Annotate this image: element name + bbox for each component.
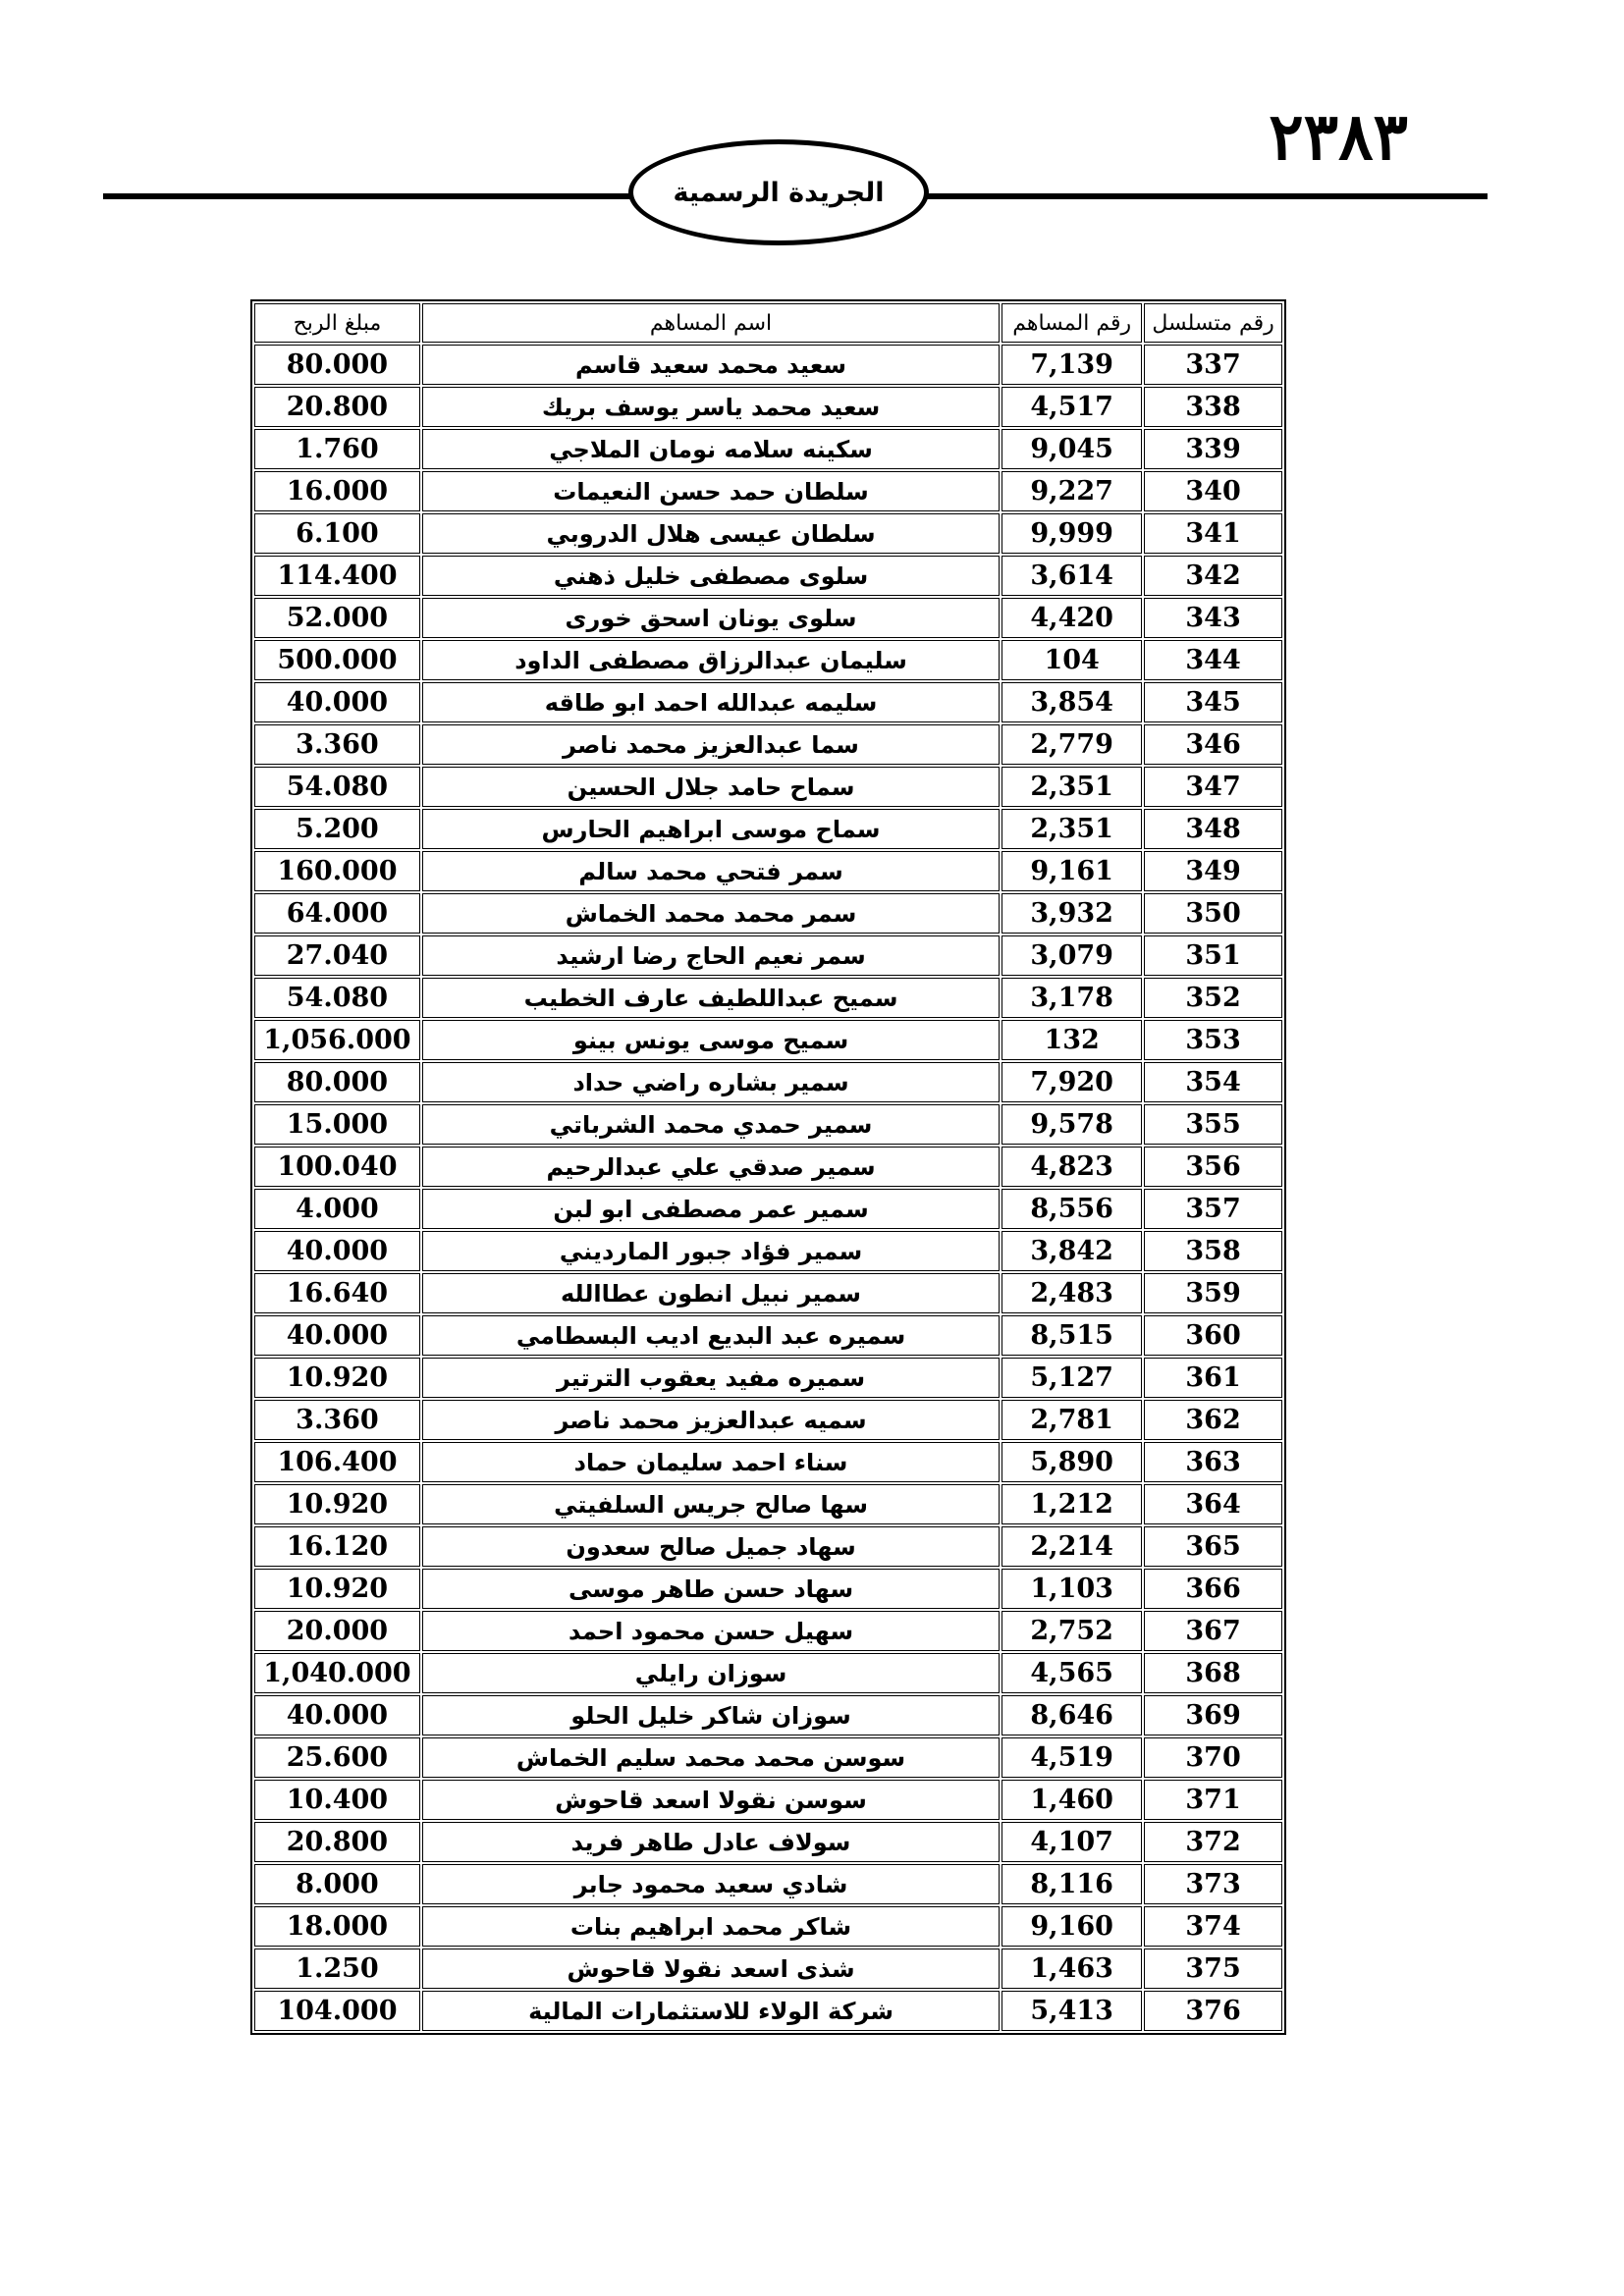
header-serial: رقم متسلسل: [1144, 303, 1282, 343]
cell-amount: 80.000: [254, 1062, 420, 1102]
cell-name: سمير حمدي محمد الشرباتي: [422, 1104, 1000, 1145]
cell-shareholder-no: 9,227: [1001, 471, 1142, 511]
cell-name: سماح موسى ابراهيم الحارس: [422, 809, 1000, 849]
cell-serial: 376: [1144, 1991, 1282, 2031]
table-row: [254, 1822, 1282, 1862]
cell-shareholder-no: 2,779: [1001, 724, 1142, 765]
cell-name: سهاد جميل صالح سعدون: [422, 1526, 1000, 1567]
table-row: [254, 1273, 1282, 1313]
cell-name: سلوى يونان اسحق خورى: [422, 598, 1000, 638]
cell-shareholder-no: 7,139: [1001, 345, 1142, 385]
dividends-table-container: [250, 299, 1286, 2035]
cell-amount: 6.100: [254, 513, 420, 554]
cell-serial: 358: [1144, 1231, 1282, 1271]
cell-name: سها صالح جريس السلفيتي: [422, 1484, 1000, 1524]
gazette-title: الجريدة الرسمية: [673, 177, 885, 208]
cell-name: سميح عبداللطيف عارف الخطيب: [422, 978, 1000, 1018]
cell-serial: 338: [1144, 387, 1282, 427]
cell-shareholder-no: 4,519: [1001, 1737, 1142, 1778]
cell-name: سهاد حسن طاهر موسى: [422, 1569, 1000, 1609]
cell-name: سميح موسى يونس بينو: [422, 1020, 1000, 1060]
cell-name: سليمان عبدالرزاق مصطفى الداود: [422, 640, 1000, 680]
cell-serial: 342: [1144, 556, 1282, 596]
table-row: [254, 935, 1282, 976]
cell-serial: 375: [1144, 1949, 1282, 1989]
cell-name: شذى اسعد نقولا قاحوش: [422, 1949, 1000, 1989]
cell-shareholder-no: 2,752: [1001, 1611, 1142, 1651]
table-row: [254, 1906, 1282, 1947]
cell-shareholder-no: 3,842: [1001, 1231, 1142, 1271]
cell-amount: 500.000: [254, 640, 420, 680]
table-row: [254, 1104, 1282, 1145]
table-row: [254, 1569, 1282, 1609]
cell-amount: 114.400: [254, 556, 420, 596]
gazette-title-oval: [628, 139, 929, 245]
cell-name: شركة الولاء للاستثمارات المالية: [422, 1991, 1000, 2031]
cell-amount: 1,056.000: [254, 1020, 420, 1060]
cell-amount: 100.040: [254, 1147, 420, 1187]
cell-serial: 339: [1144, 429, 1282, 469]
cell-serial: 373: [1144, 1864, 1282, 1904]
cell-amount: 64.000: [254, 893, 420, 934]
cell-shareholder-no: 1,103: [1001, 1569, 1142, 1609]
cell-amount: 15.000: [254, 1104, 420, 1145]
cell-shareholder-no: 104: [1001, 640, 1142, 680]
cell-amount: 3.360: [254, 724, 420, 765]
header-name: اسم المساهم: [422, 303, 1000, 343]
table-row: [254, 1611, 1282, 1651]
cell-amount: 1,040.000: [254, 1653, 420, 1693]
cell-amount: 3.360: [254, 1400, 420, 1440]
cell-serial: 341: [1144, 513, 1282, 554]
cell-serial: 353: [1144, 1020, 1282, 1060]
cell-serial: 343: [1144, 598, 1282, 638]
cell-name: شادي سعيد محمود جابر: [422, 1864, 1000, 1904]
cell-amount: 106.400: [254, 1442, 420, 1482]
table-row: [254, 1949, 1282, 1989]
table-row: [254, 429, 1282, 469]
cell-shareholder-no: 5,413: [1001, 1991, 1142, 2031]
cell-shareholder-no: 2,781: [1001, 1400, 1142, 1440]
cell-shareholder-no: 4,565: [1001, 1653, 1142, 1693]
cell-shareholder-no: 3,932: [1001, 893, 1142, 934]
cell-shareholder-no: 9,045: [1001, 429, 1142, 469]
cell-name: سماح حامد جلال الحسين: [422, 767, 1000, 807]
cell-amount: 10.920: [254, 1358, 420, 1398]
cell-name: سمير فؤاد جبور المارديني: [422, 1231, 1000, 1271]
table-row: [254, 1864, 1282, 1904]
cell-serial: 369: [1144, 1695, 1282, 1735]
header-amount: مبلغ الربح: [254, 303, 420, 343]
cell-amount: 160.000: [254, 851, 420, 891]
cell-shareholder-no: 2,351: [1001, 767, 1142, 807]
cell-amount: 54.080: [254, 978, 420, 1018]
table-row: [254, 640, 1282, 680]
table-body: [254, 345, 1282, 2031]
table-row: [254, 1695, 1282, 1735]
cell-serial: 348: [1144, 809, 1282, 849]
cell-name: سلطان عيسى هلال الدروبي: [422, 513, 1000, 554]
cell-shareholder-no: 9,161: [1001, 851, 1142, 891]
table-row: [254, 1020, 1282, 1060]
cell-name: سمير صدقي علي عبدالرحيم: [422, 1147, 1000, 1187]
table-row: [254, 1189, 1282, 1229]
cell-serial: 350: [1144, 893, 1282, 934]
table-row: [254, 978, 1282, 1018]
cell-shareholder-no: 9,578: [1001, 1104, 1142, 1145]
dividends-table: [250, 299, 1286, 2035]
table-row: [254, 1442, 1282, 1482]
cell-amount: 40.000: [254, 1231, 420, 1271]
cell-serial: 340: [1144, 471, 1282, 511]
cell-shareholder-no: 4,107: [1001, 1822, 1142, 1862]
cell-amount: 10.400: [254, 1780, 420, 1820]
cell-name: سمير بشاره راضي حداد: [422, 1062, 1000, 1102]
cell-amount: 8.000: [254, 1864, 420, 1904]
cell-amount: 20.800: [254, 1822, 420, 1862]
cell-serial: 355: [1144, 1104, 1282, 1145]
table-row: [254, 513, 1282, 554]
table-row: [254, 1526, 1282, 1567]
cell-name: سعيد محمد ياسر يوسف بريك: [422, 387, 1000, 427]
table-row: [254, 1737, 1282, 1778]
cell-shareholder-no: 2,214: [1001, 1526, 1142, 1567]
cell-serial: 374: [1144, 1906, 1282, 1947]
cell-amount: 10.920: [254, 1569, 420, 1609]
cell-amount: 52.000: [254, 598, 420, 638]
cell-name: سهيل حسن محمود احمد: [422, 1611, 1000, 1651]
table-row: [254, 1780, 1282, 1820]
table-row: [254, 1062, 1282, 1102]
cell-shareholder-no: 5,890: [1001, 1442, 1142, 1482]
cell-shareholder-no: 8,515: [1001, 1315, 1142, 1356]
table-row: [254, 598, 1282, 638]
cell-shareholder-no: 3,854: [1001, 682, 1142, 722]
cell-shareholder-no: 7,920: [1001, 1062, 1142, 1102]
cell-name: سميره عبد البديع اديب البسطامي: [422, 1315, 1000, 1356]
cell-shareholder-no: 9,999: [1001, 513, 1142, 554]
cell-serial: 368: [1144, 1653, 1282, 1693]
cell-amount: 18.000: [254, 1906, 420, 1947]
cell-serial: 367: [1144, 1611, 1282, 1651]
cell-serial: 357: [1144, 1189, 1282, 1229]
cell-serial: 344: [1144, 640, 1282, 680]
cell-serial: 362: [1144, 1400, 1282, 1440]
cell-amount: 5.200: [254, 809, 420, 849]
cell-name: سوسن محمد محمد سليم الخماش: [422, 1737, 1000, 1778]
cell-shareholder-no: 1,463: [1001, 1949, 1142, 1989]
cell-serial: 347: [1144, 767, 1282, 807]
cell-amount: 1.250: [254, 1949, 420, 1989]
header-shareholder-no: رقم المساهم: [1001, 303, 1142, 343]
cell-serial: 345: [1144, 682, 1282, 722]
cell-amount: 20.800: [254, 387, 420, 427]
table-row: [254, 1400, 1282, 1440]
cell-shareholder-no: 1,212: [1001, 1484, 1142, 1524]
table-row: [254, 1991, 1282, 2031]
cell-serial: 346: [1144, 724, 1282, 765]
cell-shareholder-no: 8,646: [1001, 1695, 1142, 1735]
cell-name: سمر نعيم الحاج رضا ارشيد: [422, 935, 1000, 976]
cell-shareholder-no: 4,517: [1001, 387, 1142, 427]
cell-shareholder-no: 3,614: [1001, 556, 1142, 596]
cell-shareholder-no: 2,483: [1001, 1273, 1142, 1313]
table-row: [254, 345, 1282, 385]
cell-amount: 80.000: [254, 345, 420, 385]
table-row: [254, 1484, 1282, 1524]
cell-shareholder-no: 8,556: [1001, 1189, 1142, 1229]
cell-serial: 365: [1144, 1526, 1282, 1567]
table-row: [254, 1147, 1282, 1187]
cell-amount: 25.600: [254, 1737, 420, 1778]
table-row: [254, 1653, 1282, 1693]
cell-name: سوسن نقولا اسعد قاحوش: [422, 1780, 1000, 1820]
cell-name: سعيد محمد سعيد قاسم: [422, 345, 1000, 385]
cell-serial: 366: [1144, 1569, 1282, 1609]
cell-amount: 40.000: [254, 1315, 420, 1356]
cell-shareholder-no: 2,351: [1001, 809, 1142, 849]
table-row: [254, 556, 1282, 596]
cell-amount: 40.000: [254, 682, 420, 722]
cell-shareholder-no: 8,116: [1001, 1864, 1142, 1904]
cell-shareholder-no: 3,079: [1001, 935, 1142, 976]
cell-serial: 352: [1144, 978, 1282, 1018]
cell-name: سلوى مصطفى خليل ذهني: [422, 556, 1000, 596]
cell-name: سما عبدالعزيز محمد ناصر: [422, 724, 1000, 765]
cell-serial: 370: [1144, 1737, 1282, 1778]
cell-amount: 104.000: [254, 1991, 420, 2031]
cell-serial: 363: [1144, 1442, 1282, 1482]
cell-serial: 354: [1144, 1062, 1282, 1102]
cell-name: سكينه سلامه نومان الملاجي: [422, 429, 1000, 469]
cell-shareholder-no: 3,178: [1001, 978, 1142, 1018]
cell-serial: 356: [1144, 1147, 1282, 1187]
table-row: [254, 809, 1282, 849]
cell-serial: 361: [1144, 1358, 1282, 1398]
cell-name: سميره مفيد يعقوب الترتير: [422, 1358, 1000, 1398]
cell-serial: 371: [1144, 1780, 1282, 1820]
cell-serial: 337: [1144, 345, 1282, 385]
table-header-row: [254, 303, 1282, 343]
cell-amount: 16.120: [254, 1526, 420, 1567]
table-row: [254, 471, 1282, 511]
cell-name: سولاف عادل طاهر فريد: [422, 1822, 1000, 1862]
cell-shareholder-no: 132: [1001, 1020, 1142, 1060]
table-row: [254, 1315, 1282, 1356]
cell-serial: 360: [1144, 1315, 1282, 1356]
cell-amount: 40.000: [254, 1695, 420, 1735]
cell-amount: 27.040: [254, 935, 420, 976]
table-row: [254, 1358, 1282, 1398]
cell-shareholder-no: 4,823: [1001, 1147, 1142, 1187]
table-row: [254, 851, 1282, 891]
cell-name: سميه عبدالعزيز محمد ناصر: [422, 1400, 1000, 1440]
cell-amount: 20.000: [254, 1611, 420, 1651]
cell-amount: 10.920: [254, 1484, 420, 1524]
page-number: ٢٣٨٣: [1269, 98, 1408, 175]
cell-name: سناء احمد سليمان حماد: [422, 1442, 1000, 1482]
cell-amount: 1.760: [254, 429, 420, 469]
table-row: [254, 1231, 1282, 1271]
table-row: [254, 893, 1282, 934]
cell-name: سوزان رايلي: [422, 1653, 1000, 1693]
cell-name: سليمه عبدالله احمد ابو طاقه: [422, 682, 1000, 722]
cell-name: شاكر محمد ابراهيم بنات: [422, 1906, 1000, 1947]
table-row: [254, 387, 1282, 427]
cell-amount: 16.640: [254, 1273, 420, 1313]
cell-shareholder-no: 1,460: [1001, 1780, 1142, 1820]
table-row: [254, 724, 1282, 765]
cell-name: سمير نبيل انطون عطاالله: [422, 1273, 1000, 1313]
cell-serial: 359: [1144, 1273, 1282, 1313]
cell-name: سمر محمد محمد الخماش: [422, 893, 1000, 934]
cell-amount: 4.000: [254, 1189, 420, 1229]
cell-name: سوزان شاكر خليل الحلو: [422, 1695, 1000, 1735]
cell-shareholder-no: 9,160: [1001, 1906, 1142, 1947]
table-row: [254, 682, 1282, 722]
cell-shareholder-no: 5,127: [1001, 1358, 1142, 1398]
cell-amount: 16.000: [254, 471, 420, 511]
cell-name: سمير عمر مصطفى ابو لبن: [422, 1189, 1000, 1229]
cell-serial: 364: [1144, 1484, 1282, 1524]
cell-amount: 54.080: [254, 767, 420, 807]
table-row: [254, 767, 1282, 807]
cell-serial: 349: [1144, 851, 1282, 891]
cell-name: سمر فتحي محمد سالم: [422, 851, 1000, 891]
cell-shareholder-no: 4,420: [1001, 598, 1142, 638]
cell-name: سلطان حمد حسن النعيمات: [422, 471, 1000, 511]
cell-serial: 351: [1144, 935, 1282, 976]
cell-serial: 372: [1144, 1822, 1282, 1862]
